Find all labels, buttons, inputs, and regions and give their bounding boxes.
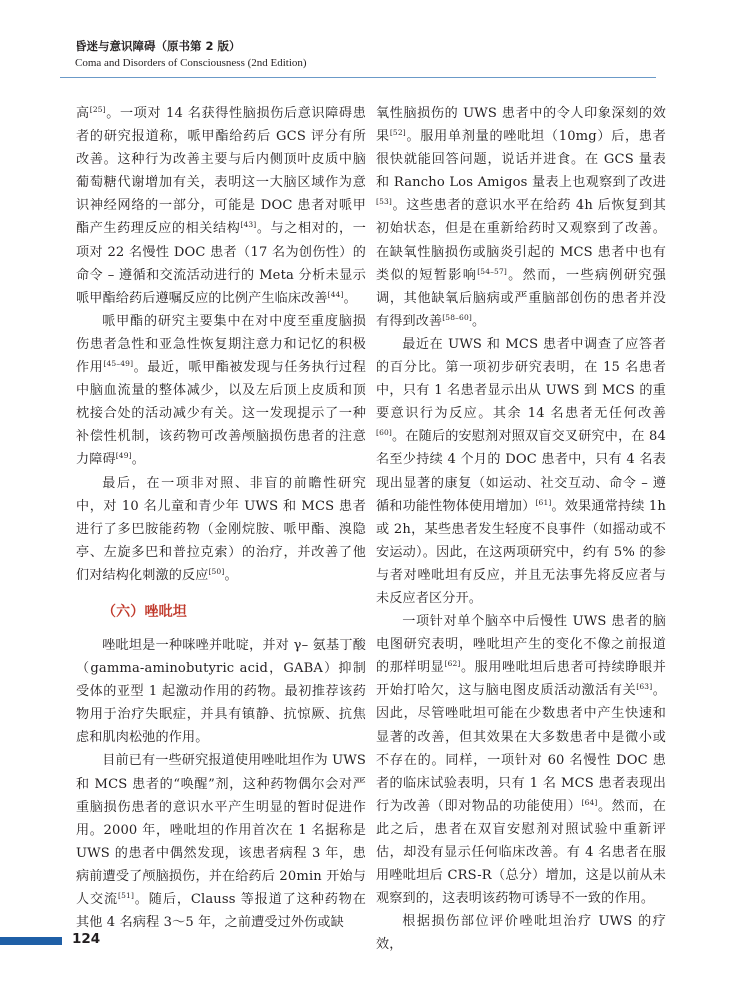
- paragraph: 哌甲酯的研究主要集中在对中度至重度脑损伤患者急性和亚急性恢复期注意力和记忆的积极作用[45–49]。最近，哌甲酯被发现与任务执行过程中脑血流量的整体减少，以及左后顶上皮质和顶枕接合处的活动减少有关。这一发现提示了一种补偿性机制，该药物可改善颅脑损伤患者的注意力障碍[49]。: [76, 313, 366, 468]
- paragraph: 根据损伤部位评价唑吡坦治疗 UWS 的疗效，: [376, 914, 666, 953]
- citation: [62]: [444, 659, 461, 669]
- paragraph: 最后，在一项非对照、非盲的前瞻性研究中，对 10 名儿童和青少年 UWS 和 MCS 患者进行了多巴胺能药物（金刚烷胺、哌甲酯、溴隐亭、左旋多巴和普拉克索）的治疗，并改善了他们对结构化刺激的反应[50]。: [76, 475, 366, 583]
- right-column: [376, 102, 666, 956]
- running-header: [75, 38, 655, 71]
- paragraph: 目前已有一些研究报道使用唑吡坦作为 UWS 和 MCS 患者的“唤醒”剂，这种药物偶尔会对严重脑损伤患者的意识水平产生明显的暂时促进作用。2000 年，唑吡坦的作用首次在 1 名据称是 UWS 的患者中偶然发现，该患者病程 3 年，患病前遭受了颅脑损伤，并在给药后 20min 开始与人交流[51]。随后，Clauss 等报道了这种药物在其他 4 名病程 3～5 年，之前遭受过外伤或缺: [76, 753, 367, 931]
- citation: [64]: [581, 797, 598, 807]
- paragraph: 一项针对单个脑卒中后慢性 UWS 患者的脑电图研究表明，唑吡坦产生的变化不像之前报道的那样明显[62]。服用唑吡坦后患者可持续睁眼并开始打哈欠，这与脑电图皮质活动激活有关[63]。因此，尽管唑吡坦可能在少数患者中产生快速和显著的改善，但其效果在大多数患者中是微小或不存在的。同样，一项针对 60 名慢性 DOC 患者的临床试验表明，只有 1 名 MCS 患者表现出行为改善（即对物品的功能使用）[64]。然而，在此之后，患者在双盲安慰剂对照试验中重新评估，却没有显示任何临床改善。有 4 名患者在服用唑吡坦后 CRS-R（总分）增加，这是以前从未观察到的，这表明该药物可诱导不一致的作用。: [376, 614, 666, 907]
- header-divider: [60, 77, 656, 78]
- citation: [60]: [376, 428, 392, 438]
- page-number: 124: [72, 931, 101, 947]
- citation: [43]: [240, 220, 257, 230]
- paragraph: 高[25]。一项对 14 名获得性脑损伤后意识障碍患者的研究报道称，哌甲酯给药后 GCS 评分有所改善。这种行为改善主要与后内侧顶叶皮质中脑葡萄糖代谢增加有关，表明这一大脑区域作为意识神经网络的一部分，可能是 DOC 患者对哌甲酯产生药理反应的相关结构[43]。与之相对的，一项对 22 名慢性 DOC 患者（17 名为创伤性）的命令 – 遵循和交流活动进行的 Meta 分析未显示哌甲酯给药后遵嘱反应的比例产生临床改善[44]。: [76, 105, 366, 306]
- citation: [58–60]: [442, 312, 472, 322]
- citation: [49]: [115, 451, 132, 461]
- citation: [52]: [389, 128, 406, 138]
- book-title: 昏迷与意识障碍（原书第 2 版）: [75, 39, 241, 53]
- citation: [51]: [118, 891, 135, 900]
- citation: [63]: [636, 682, 653, 692]
- citation: [50]: [208, 566, 225, 576]
- citation: [53]: [376, 197, 392, 207]
- paragraph: 最近在 UWS 和 MCS 患者中调查了应答者的百分比。第一项初步研究表明，在 15 名患者中，只有 1 名患者显示出从 UWS 到 MCS 的重要意识行为反应。其余 14 名患者无任何改善[60]。在随后的安慰剂对照双盲交叉研究中，在 84 名至少持续 4 个月的 DOC 患者中，只有 4 名表现出显著的康复（如运动、社交互动、命令 – 遵循和功能性物体使用增加）[61]。效果通常持续 1h 或 2h，某些患者发生轻度不良事件（如摇动或不安运动）。因此，在这两项研究中，约有 5% 的参与者对唑吡坦有反应，并且无法事先将反应者与未反应者区分开。: [376, 336, 666, 606]
- left-column: [76, 102, 366, 934]
- section-heading: （六）唑吡坦: [102, 603, 187, 620]
- footer-accent-bar: [0, 937, 62, 945]
- book-subtitle: Coma and Disorders of Consciousness (2nd Edition): [75, 57, 307, 69]
- paragraph: 氧性脑损伤的 UWS 患者中的令人印象深刻的效果[52]。服用单剂量的唑吡坦（10mg）后，患者很快就能回答问题，说话并进食。在 GCS 量表和 Rancho Los Amigos 量表上也观察到了改进[53]。这些患者的意识水平在给药 4h 后恢复到其初始状态，但是在重新给药时又观察到了改善。在缺氧性脑损伤或脑炎引起的 MCS 患者中也有类似的短暂影响[54–57]。然而，一些病例研究强调，其他缺氧后脑病或严重脑部创伤的患者并没有得到改善[58–60]。: [376, 106, 666, 329]
- paragraph: 唑吡坦是一种咪唑并吡啶，并对 γ– 氨基丁酸（gamma-aminobutyric acid，GABA）抑制受体的亚型 1 起激动作用的药物。最初推荐该药物用于治疗失眠症，并具有镇静、抗惊厥、抗焦虑和肌肉松弛的作用。: [76, 637, 366, 746]
- citation: [45–49]: [103, 359, 134, 369]
- citation: [61]: [535, 497, 552, 507]
- citation: [44]: [327, 289, 344, 299]
- citation: [25]: [89, 105, 106, 114]
- citation: [54–57]: [477, 266, 507, 276]
